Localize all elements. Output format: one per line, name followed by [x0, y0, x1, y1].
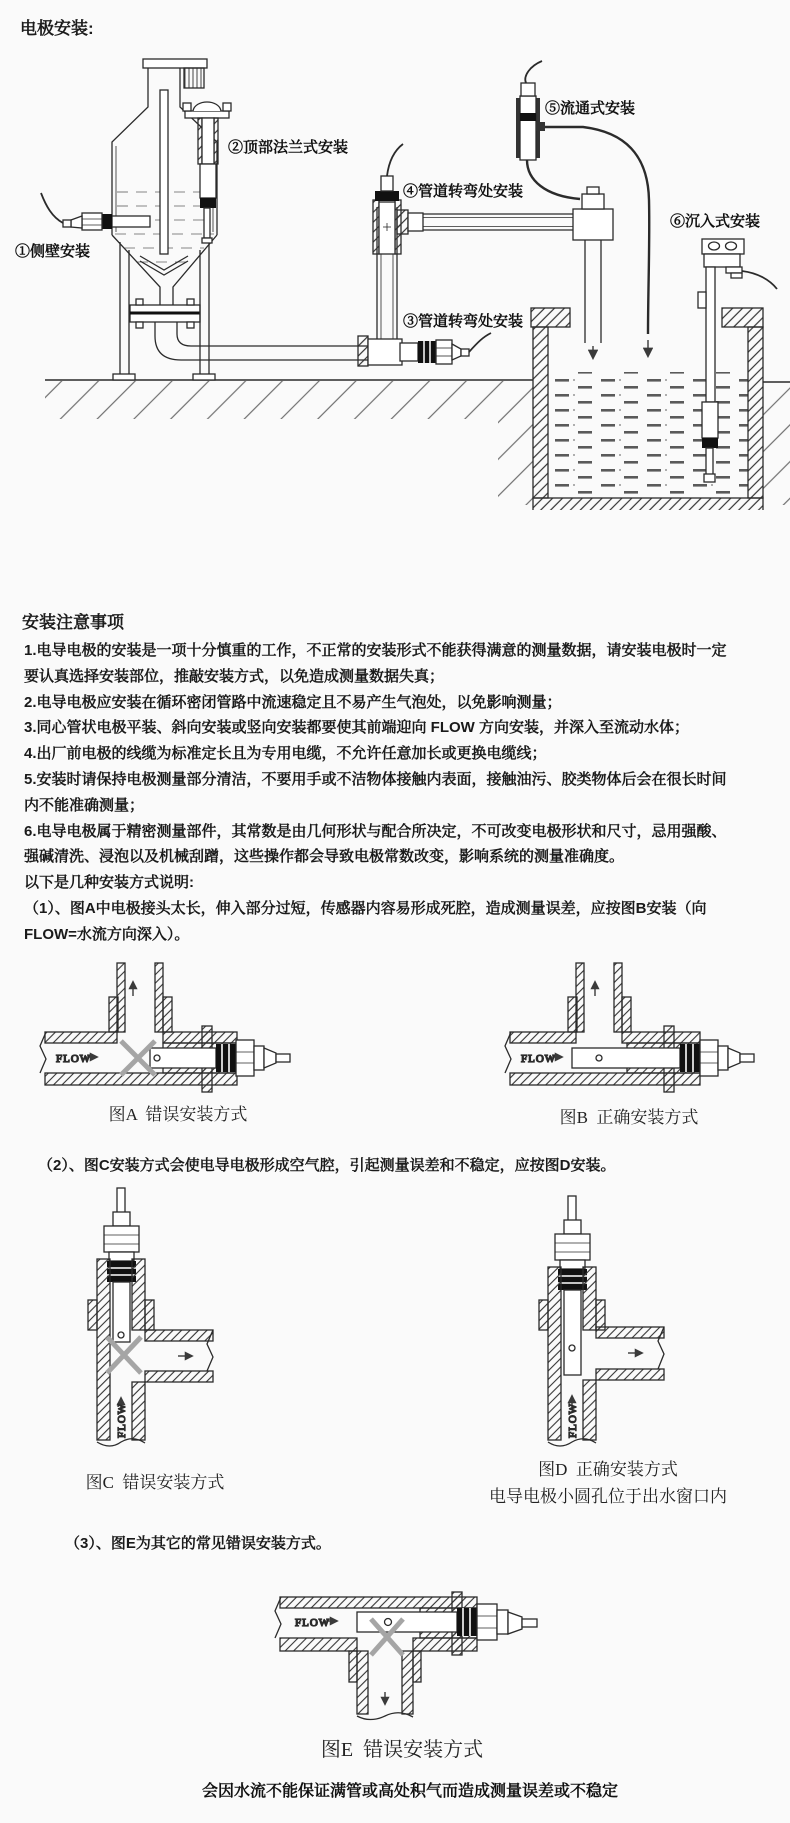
label-submerged-install: ⑥沉入式安装: [670, 213, 761, 230]
note-line: 5.安装时请保持电极测量部分清洁，不要用手或不洁物体接触内表面，接触油污、胶类物体后会在很长时间: [24, 770, 727, 788]
cable: [742, 271, 777, 289]
figure-d-caption2: 电导电极小圆孔位于出水窗口内: [489, 1487, 727, 1506]
electrode-top-flange: [183, 102, 231, 243]
notes-block: [24, 638, 727, 948]
figure-a-caption: 图A 错误安装方式: [108, 1105, 248, 1124]
figure-e-wrong-install: [275, 1592, 537, 1720]
note-line: 强碱清洗、浸泡以及机械刮蹭，这些操作都会导致电极常数改变，影响系统的测量准确度。: [24, 848, 625, 866]
figure-b-caption: 图B 正确安装方式: [559, 1108, 699, 1127]
figure-e-note: 会因水流不能保证满管或高处积气而造成测量误差或不稳定: [201, 1783, 618, 1800]
paragraph-3: （3）、图E为其它的常见错误安装方式。: [65, 1535, 331, 1552]
figure-c-wrong-install: [88, 1188, 213, 1446]
label-side-wall-install: ①侧壁安装: [15, 243, 91, 260]
page-title: 电极安装:: [20, 19, 94, 38]
agitator-shaft: [160, 90, 168, 254]
flow-label: FLOW: [295, 1617, 331, 1629]
figure-c-d-diagram: [0, 1180, 790, 1452]
electrode-side-wall: [41, 193, 150, 230]
flow-label: FLOW: [567, 1402, 579, 1438]
figure-b-correct-install: [505, 963, 754, 1092]
note-line: 3.同心管状电极平装、斜向安装或竖向安装都要使其前端迎向 FLOW 方向安装，并深入至流动水体；: [24, 719, 689, 737]
flow-label: FLOW: [521, 1053, 557, 1065]
cable: [387, 144, 403, 176]
agitator-paddle: [140, 256, 188, 275]
notes-heading: 安装注意事项: [22, 613, 124, 632]
figure-d-caption: 图D 正确安装方式: [538, 1460, 678, 1479]
cable: [41, 193, 63, 223]
mixer-motor: [184, 68, 204, 88]
flow-label: FLOW: [56, 1053, 92, 1065]
figure-c-caption: 图C 错误安装方式: [85, 1473, 225, 1492]
pit-inlet-tee: [573, 187, 613, 358]
cable: [525, 61, 542, 83]
main-installation-diagram: [0, 45, 790, 510]
flow-label: FLOW: [116, 1402, 128, 1438]
figure-e-diagram: [180, 1590, 630, 1735]
label-pipe-bend-install-3: ③管道转弯处安装: [403, 313, 524, 330]
paragraph-2: （2）、图C安装方式会使电导电极形成空气腔，引起测量误差和不稳定，应按图D安装。: [38, 1157, 616, 1174]
label-pipe-bend-install-4: ④管道转弯处安装: [403, 183, 524, 200]
tube: [527, 160, 580, 199]
figure-e-caption: 图E 错误安装方式: [320, 1739, 484, 1761]
note-line: 2.电导电极应安装在循环密闭管路中流速稳定且不易产生气泡处，以免影响测量；: [24, 693, 562, 711]
note-line: 以下是几种安装方式说明:: [24, 874, 194, 892]
cable: [469, 333, 491, 352]
note-line: FLOW=水流方向深入）。: [24, 925, 190, 943]
label-flow-through-install: ⑤流通式安装: [545, 100, 636, 117]
note-line: （1）、图A中电极接头太长，伸入部分过短，传感器内容易形成死腔，造成测量误差，应按图B安装（向: [24, 899, 707, 917]
figure-a-b-diagram: [0, 955, 790, 1103]
note-line: 1.电导电极的安装是一项十分慎重的工作，不正常的安装形式不能获得满意的测量数据，请安装电极时一定: [24, 642, 727, 659]
sump-pit: [531, 308, 763, 510]
note-line: 4.出厂前电极的线缆为标准定长且为专用电缆，不允许任意加长或更换电缆线；: [24, 745, 547, 763]
figure-a-wrong-install: [40, 963, 290, 1092]
note-line: 6.电导电极属于精密测量部件，其常数是由几何形状与配合所决定，不可改变电极形状和尺寸，忌用强酸、: [24, 822, 727, 840]
figure-d-correct-install: [539, 1196, 664, 1446]
label-top-flange-install: ②顶部法兰式安装: [228, 139, 349, 156]
note-line: 要认真选择安装部位，推敲安装方式，以免造成测量数据失真；: [24, 667, 445, 685]
note-line: 内不能准确测量；: [24, 796, 145, 814]
